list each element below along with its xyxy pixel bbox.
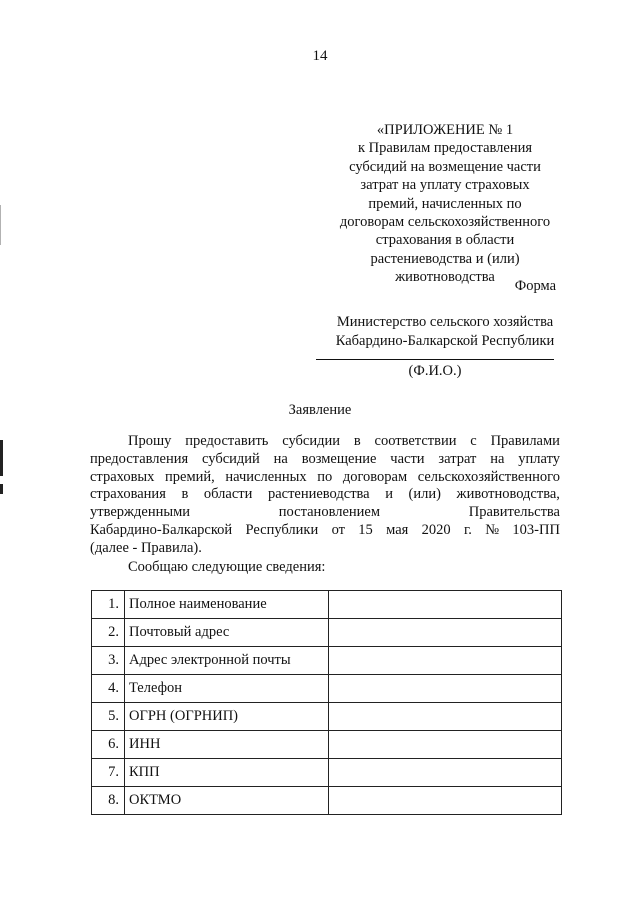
paragraph-word: и	[385, 486, 393, 503]
paragraph-word: на	[490, 450, 505, 467]
row-value-field[interactable]	[329, 731, 562, 759]
paragraph-word: предоставления	[90, 450, 189, 467]
paragraph-word: в	[181, 486, 189, 503]
paragraph-word: возмещение	[301, 450, 377, 467]
page-number: 14	[312, 48, 328, 64]
paragraph-word: страхования	[90, 486, 166, 503]
row-number: 6.	[92, 731, 125, 759]
paragraph-line	[90, 433, 560, 451]
appendix-line: «ПРИЛОЖЕНИЕ № 1	[376, 122, 514, 138]
row-value-field[interactable]	[329, 591, 562, 619]
recipient-block	[300, 313, 590, 351]
row-number: 1.	[92, 591, 125, 619]
paragraph-word: мая	[386, 521, 409, 538]
row-value-field[interactable]	[329, 787, 562, 815]
paragraph-line	[90, 540, 560, 558]
paragraph-word: сельскохозяйственного	[417, 468, 560, 485]
row-value-field[interactable]	[329, 703, 562, 731]
fio-label: (Ф.И.О.)	[408, 363, 462, 379]
signature-line	[316, 359, 554, 360]
paragraph-line	[90, 522, 560, 540]
paragraph-word: постановлением	[278, 504, 381, 521]
paragraph-word: (или)	[408, 486, 441, 503]
row-label: Почтовый адрес	[125, 619, 329, 647]
row-number: 8.	[92, 787, 125, 815]
paragraph-line	[90, 469, 560, 487]
paragraph-word: 103-ПП	[512, 521, 560, 538]
paragraph-word: соответствии	[374, 433, 457, 449]
paragraph-word: затрат	[438, 450, 477, 467]
paragraph-word: Правительства	[468, 504, 560, 521]
table-row	[92, 787, 562, 815]
paragraph-word: предоставить	[185, 433, 269, 449]
paragraph-word: Кабардино-Балкарской	[90, 521, 233, 538]
row-number: 2.	[92, 619, 125, 647]
intro-text: Сообщаю следующие сведения:	[128, 559, 326, 575]
row-value-field[interactable]	[329, 675, 562, 703]
appendix-line: страхования в области	[375, 232, 515, 249]
table-row	[92, 731, 562, 759]
paragraph-line	[90, 451, 560, 469]
row-number: 4.	[92, 675, 125, 703]
table-row	[92, 759, 562, 787]
scan-edge-mark	[0, 440, 3, 476]
appendix-header	[310, 121, 580, 287]
appendix-line: договорам сельскохозяйственного	[339, 214, 551, 231]
paragraph-word: области	[203, 486, 253, 503]
row-value-field[interactable]	[329, 647, 562, 675]
paragraph-word: Прошу	[128, 433, 172, 449]
row-label: ИНН	[125, 731, 329, 759]
paragraph-word: 15	[358, 521, 373, 538]
row-number: 5.	[92, 703, 125, 731]
paragraph-word: на	[273, 450, 288, 467]
row-label: Полное наименование	[125, 591, 329, 619]
recipient-line: Министерство сельского хозяйства	[336, 314, 554, 330]
paragraph-word: Республики	[245, 521, 319, 538]
appendix-line: затрат на уплату страховых	[360, 177, 530, 194]
row-label: Адрес электронной почты	[125, 647, 329, 675]
paragraph-word: премий,	[165, 468, 215, 485]
paragraph-line	[90, 486, 560, 504]
scan-edge-mark	[0, 205, 1, 245]
table-row	[92, 675, 562, 703]
table-row	[92, 703, 562, 731]
paragraph-word: утвержденными	[90, 504, 191, 521]
row-label: ОГРН (ОГРНИП)	[125, 703, 329, 731]
paragraph-word: субсидий	[202, 450, 260, 467]
paragraph-word: растениеводства	[267, 486, 370, 503]
row-label: ОКТМО	[125, 787, 329, 815]
appendix-line: растениеводства и (или)	[370, 250, 520, 267]
paragraph-line	[90, 504, 560, 522]
paragraph-word: по	[317, 468, 333, 485]
form-label: Форма	[514, 278, 556, 294]
scan-edge-mark	[0, 484, 3, 494]
paragraph-word: г.	[463, 521, 472, 538]
paragraph-word: Правилами	[490, 433, 560, 449]
row-number: 3.	[92, 647, 125, 675]
paragraph-word: договорам	[342, 468, 408, 485]
paragraph-word: с	[470, 433, 477, 449]
paragraph-word: (далее - Правила).	[90, 539, 202, 556]
paragraph-word: №	[485, 521, 500, 538]
paragraph-word: уплату	[518, 450, 560, 467]
appendix-line: премий, начисленных по	[368, 195, 522, 212]
appendix-line: к Правилам предоставления	[357, 140, 533, 157]
table-row	[92, 647, 562, 675]
request-paragraph	[90, 433, 560, 558]
paragraph-word: от	[331, 521, 345, 538]
row-label: КПП	[125, 759, 329, 787]
appendix-line: животноводства	[395, 269, 495, 286]
paragraph-word: субсидии	[282, 433, 341, 449]
paragraph-word: части	[390, 450, 425, 467]
table-row	[92, 591, 562, 619]
table-row	[92, 619, 562, 647]
info-table	[91, 590, 562, 815]
row-number: 7.	[92, 759, 125, 787]
recipient-line: Кабардино-Балкарской Республики	[335, 333, 555, 349]
paragraph-word: в	[353, 433, 361, 449]
paragraph-word: страховых	[90, 468, 155, 485]
appendix-line: субсидий на возмещение части	[349, 158, 541, 175]
document-title: Заявление	[288, 402, 352, 418]
row-value-field[interactable]	[329, 619, 562, 647]
paragraph-word: начисленных	[225, 468, 307, 485]
row-label: Телефон	[125, 675, 329, 703]
row-value-field[interactable]	[329, 759, 562, 787]
paragraph-word: 2020	[421, 521, 451, 538]
paragraph-word: животноводства,	[456, 486, 560, 503]
